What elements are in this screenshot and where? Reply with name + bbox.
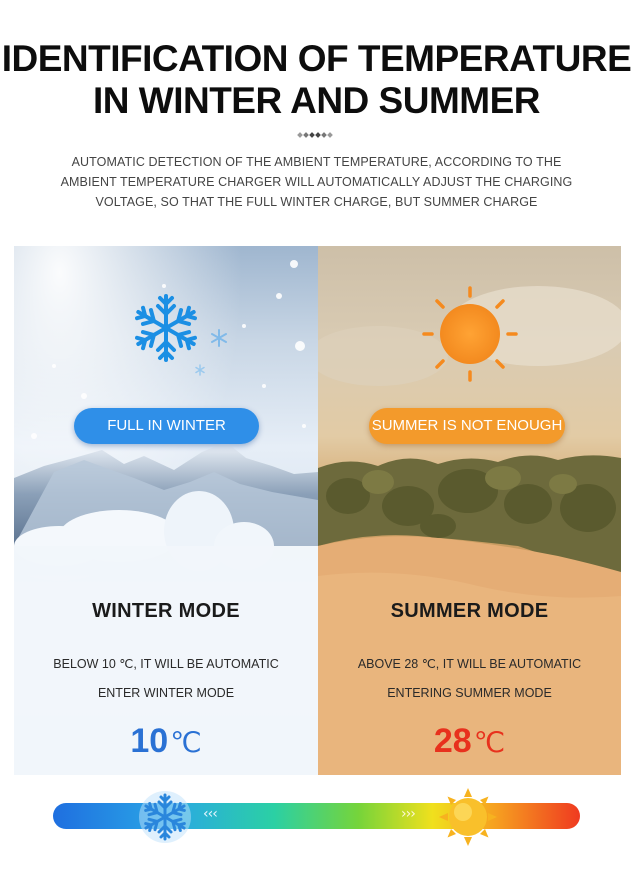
winter-description-line-1: BELOW 10 ℃, IT WILL BE AUTOMATIC [53, 657, 279, 671]
winter-mode-title: WINTER MODE [92, 600, 240, 622]
title-line-1: IDENTIFICATION OF TEMPERATURE [1, 38, 632, 79]
winter-description-line-2: ENTER WINTER MODE [97, 686, 235, 700]
temperature-gradient-bar [53, 803, 580, 829]
winter-panel [14, 246, 318, 775]
summer-panel [318, 246, 621, 775]
right-arrows: ››› [401, 806, 415, 822]
winter-temperature-unit: ℃ [170, 727, 202, 758]
winter-temperature-value: 10 [130, 722, 169, 760]
summer-description-line-1: ABOVE 28 ℃, IT WILL BE AUTOMATIC [357, 657, 582, 671]
sun-icon [438, 787, 498, 847]
summer-temperature-value: 28 [433, 722, 472, 760]
summer-temperature-unit: ℃ [473, 727, 506, 758]
snowflake-icon [137, 789, 193, 845]
description [30, 152, 603, 212]
description-line-1: AUTOMATIC DETECTION OF THE AMBIENT TEMPERATURE, ACCORDING TO THE [71, 155, 562, 169]
summer-description-line-2: ENTERING SUMMER MODE [387, 686, 552, 700]
title-line-2: IN WINTER AND SUMMER [93, 80, 540, 121]
divider-dots [296, 130, 338, 140]
winter-badge: FULL IN WINTER [74, 408, 259, 444]
description-line-2: AMBIENT TEMPERATURE CHARGER WILL AUTOMATICALLY ADJUST THE CHARGING [60, 175, 573, 189]
summer-temperature [318, 722, 621, 761]
description-line-3: VOLTAGE, SO THAT THE FULL WINTER CHARGE, BUT SUMMER CHARGE [95, 195, 538, 209]
summer-badge: SUMMER IS NOT ENOUGH [369, 408, 565, 444]
left-arrows: ‹‹‹ [203, 806, 217, 822]
page-title [0, 38, 633, 122]
summer-mode-title: SUMMER MODE [390, 600, 549, 622]
winter-temperature [14, 722, 318, 761]
